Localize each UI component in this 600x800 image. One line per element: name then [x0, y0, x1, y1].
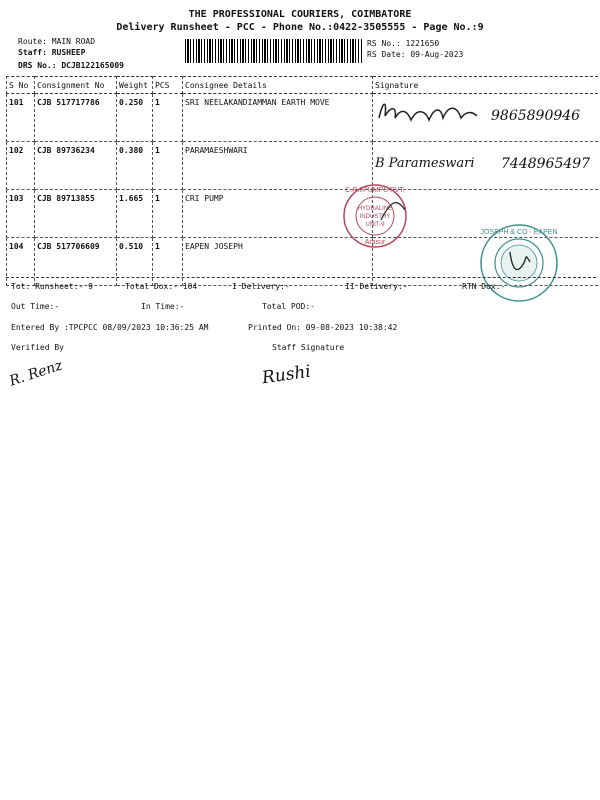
barcode [185, 39, 363, 63]
row-weight: 0.510 [117, 238, 153, 286]
signature-phone: 7448965497 [501, 156, 591, 172]
stamp-ring-bottom: Arasur [364, 239, 386, 246]
verified-by-label: Verified By [11, 343, 64, 352]
col-sno: S No [7, 77, 35, 94]
row-consignee: SRI NEELAKANDIAMMAN EARTH MOVE [183, 94, 373, 142]
col-pcs: PCS [153, 77, 183, 94]
row-weight: 0.380 [117, 142, 153, 190]
row-consignment: CJB 89713855 [35, 190, 117, 238]
runsheet-subtitle: Delivery Runsheet - PCC - Phone No.:0422-3505555 - Page No.:9 [116, 22, 484, 33]
row-pcs: 1 [153, 142, 183, 190]
stamp-line1: HYDRALINE [357, 206, 393, 212]
table-row [7, 94, 599, 142]
rtn-dox: RTN Dox:- [462, 282, 506, 291]
in-time: In Time:- [141, 302, 185, 311]
col-consignee: Consignee Details [183, 77, 373, 94]
total-runsheet: Tot. Runsheet:- 9 [11, 282, 93, 291]
out-time: Out Time:- [11, 302, 60, 311]
stamp-line2: INDUSTRY [359, 214, 391, 220]
stamp-ring-top: C.R.I.PUMPS PVT. [345, 187, 405, 194]
row-consignee: CRI PUMP [183, 190, 373, 238]
rs-date: RS Date: 09-Aug-2023 [367, 50, 464, 59]
route: Route: MAIN ROAD [18, 37, 96, 46]
col-consignment: Consignment No [35, 77, 117, 94]
table-header-row [7, 77, 599, 94]
total-dox: Total Dox:- 104 [125, 282, 198, 291]
rs-number: RS No.: 1221650 [367, 39, 440, 48]
staff: Staff: RUSHEEP [18, 48, 86, 57]
row-pcs: 1 [153, 190, 183, 238]
row-consignee: PARAMAESHWARI [183, 142, 373, 190]
stamp-line3: UNIT-9 [365, 222, 385, 228]
ii-delivery: II Delivery:- [345, 282, 408, 291]
row-consignment: CJB 517717786 [35, 94, 117, 142]
row-sno: 103 [7, 190, 35, 238]
i-delivery: I Delivery:- [232, 282, 290, 291]
staff-signature-label: Staff Signature [272, 343, 345, 352]
signature-name: B Parameswari [375, 156, 475, 171]
col-signature: Signature [373, 77, 599, 94]
row-sno: 104 [7, 238, 35, 286]
verified-by-signature: R. Renz [7, 357, 65, 390]
staff-signature: Rushi [260, 361, 313, 389]
company-stamp-eapen [478, 222, 560, 304]
entered-by: Entered By :TPCPCC 08/09/2023 10:36:25 AM [11, 323, 209, 332]
drs-number: DRS No.: DCJB122165009 [18, 61, 124, 70]
row-consignment: CJB 89736234 [35, 142, 117, 190]
total-pod: Total POD:- [262, 302, 315, 311]
row-pcs: 1 [153, 94, 183, 142]
company-title: THE PROFESSIONAL COURIERS, COIMBATORE [188, 9, 412, 20]
row-sno: 102 [7, 142, 35, 190]
row-sno: 101 [7, 94, 35, 142]
col-weight: Weight [117, 77, 153, 94]
row-consignment: CJB 517706609 [35, 238, 117, 286]
stamp-ring: JOSEPH & CO · EAPEN [480, 229, 558, 236]
row-consignee: EAPEN JOSEPH [183, 238, 373, 286]
printed-on: Printed On: 09-08-2023 10:38:42 [248, 323, 398, 332]
company-stamp-cri [335, 180, 415, 250]
row-weight: 0.250 [117, 94, 153, 142]
signature-phone: 9865890946 [491, 108, 581, 124]
row-pcs: 1 [153, 238, 183, 286]
row-signature [373, 94, 599, 142]
table-row [7, 142, 599, 190]
row-weight: 1.665 [117, 190, 153, 238]
